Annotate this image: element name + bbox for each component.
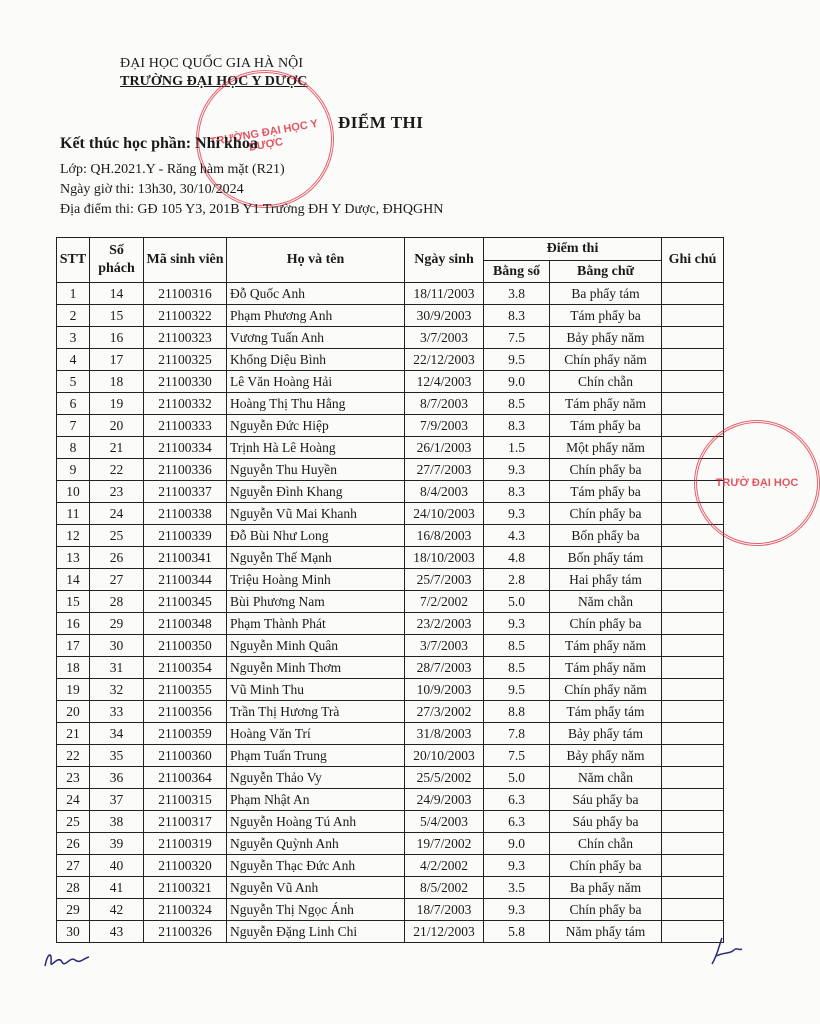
cell-bang-chu: Tám phẩy tám bbox=[550, 701, 662, 723]
cell-bang-so: 8.5 bbox=[484, 393, 550, 415]
header-bang-so: Bằng số bbox=[484, 261, 550, 283]
cell-stt: 22 bbox=[57, 745, 90, 767]
cell-ghi-chu bbox=[662, 547, 724, 569]
cell-ma-sinh-vien: 21100330 bbox=[144, 371, 227, 393]
cell-stt: 5 bbox=[57, 371, 90, 393]
header-stt: STT bbox=[57, 238, 90, 283]
table-header bbox=[57, 238, 724, 283]
table-row bbox=[57, 327, 724, 349]
cell-so-phach: 35 bbox=[90, 745, 144, 767]
cell-so-phach: 32 bbox=[90, 679, 144, 701]
table-row bbox=[57, 811, 724, 833]
cell-bang-chu: Chín chẵn bbox=[550, 833, 662, 855]
cell-ghi-chu bbox=[662, 899, 724, 921]
cell-ghi-chu bbox=[662, 767, 724, 789]
handwritten-initials-left bbox=[42, 948, 92, 977]
table-row bbox=[57, 789, 724, 811]
cell-so-phach: 16 bbox=[90, 327, 144, 349]
cell-ho-va-ten: Nguyễn Đặng Linh Chi bbox=[227, 921, 405, 943]
table-row bbox=[57, 459, 724, 481]
table-row bbox=[57, 833, 724, 855]
cell-ma-sinh-vien: 21100333 bbox=[144, 415, 227, 437]
cell-so-phach: 24 bbox=[90, 503, 144, 525]
table-row bbox=[57, 503, 724, 525]
table-row bbox=[57, 613, 724, 635]
header-ho-va-ten: Họ và tên bbox=[227, 238, 405, 283]
cell-stt: 15 bbox=[57, 591, 90, 613]
cell-ma-sinh-vien: 21100319 bbox=[144, 833, 227, 855]
cell-stt: 1 bbox=[57, 283, 90, 305]
table-row bbox=[57, 921, 724, 943]
cell-ngay-sinh: 27/7/2003 bbox=[405, 459, 484, 481]
cell-ho-va-ten: Nguyễn Thế Mạnh bbox=[227, 547, 405, 569]
cell-bang-chu: Tám phẩy ba bbox=[550, 305, 662, 327]
cell-so-phach: 20 bbox=[90, 415, 144, 437]
cell-bang-chu: Chín phẩy ba bbox=[550, 613, 662, 635]
cell-ma-sinh-vien: 21100338 bbox=[144, 503, 227, 525]
cell-bang-chu: Năm phẩy tám bbox=[550, 921, 662, 943]
document-title: ĐIỂM THI bbox=[338, 113, 424, 132]
cell-ghi-chu bbox=[662, 327, 724, 349]
cell-bang-so: 9.3 bbox=[484, 899, 550, 921]
cell-so-phach: 30 bbox=[90, 635, 144, 657]
cell-ghi-chu bbox=[662, 525, 724, 547]
cell-stt: 25 bbox=[57, 811, 90, 833]
cell-so-phach: 38 bbox=[90, 811, 144, 833]
cell-stt: 16 bbox=[57, 613, 90, 635]
cell-ma-sinh-vien: 21100320 bbox=[144, 855, 227, 877]
grade-table bbox=[56, 237, 724, 943]
cell-so-phach: 27 bbox=[90, 569, 144, 591]
header-so-phach: Số phách bbox=[90, 238, 144, 283]
cell-ma-sinh-vien: 21100324 bbox=[144, 899, 227, 921]
cell-so-phach: 21 bbox=[90, 437, 144, 459]
cell-so-phach: 37 bbox=[90, 789, 144, 811]
cell-so-phach: 39 bbox=[90, 833, 144, 855]
cell-so-phach: 40 bbox=[90, 855, 144, 877]
cell-stt: 29 bbox=[57, 899, 90, 921]
cell-bang-so: 4.8 bbox=[484, 547, 550, 569]
cell-bang-so: 6.3 bbox=[484, 811, 550, 833]
cell-so-phach: 15 bbox=[90, 305, 144, 327]
cell-bang-chu: Hai phẩy tám bbox=[550, 569, 662, 591]
table-row bbox=[57, 745, 724, 767]
cell-ghi-chu bbox=[662, 569, 724, 591]
cell-ho-va-ten: Trịnh Hà Lê Hoàng bbox=[227, 437, 405, 459]
table-row bbox=[57, 393, 724, 415]
cell-stt: 27 bbox=[57, 855, 90, 877]
cell-ghi-chu bbox=[662, 283, 724, 305]
cell-ghi-chu bbox=[662, 305, 724, 327]
cell-bang-so: 6.3 bbox=[484, 789, 550, 811]
cell-ma-sinh-vien: 21100337 bbox=[144, 481, 227, 503]
cell-so-phach: 31 bbox=[90, 657, 144, 679]
cell-bang-chu: Bảy phẩy năm bbox=[550, 327, 662, 349]
cell-stt: 7 bbox=[57, 415, 90, 437]
cell-ho-va-ten: Nguyễn Thảo Vy bbox=[227, 767, 405, 789]
cell-ngay-sinh: 3/7/2003 bbox=[405, 635, 484, 657]
cell-bang-so: 9.5 bbox=[484, 349, 550, 371]
cell-ghi-chu bbox=[662, 371, 724, 393]
cell-ngay-sinh: 24/9/2003 bbox=[405, 789, 484, 811]
cell-ngay-sinh: 8/4/2003 bbox=[405, 481, 484, 503]
cell-ghi-chu bbox=[662, 701, 724, 723]
cell-stt: 8 bbox=[57, 437, 90, 459]
cell-ho-va-ten: Khổng Diệu Bình bbox=[227, 349, 405, 371]
cell-so-phach: 33 bbox=[90, 701, 144, 723]
cell-ho-va-ten: Vũ Minh Thu bbox=[227, 679, 405, 701]
cell-ghi-chu bbox=[662, 635, 724, 657]
cell-ho-va-ten: Hoàng Thị Thu Hằng bbox=[227, 393, 405, 415]
cell-so-phach: 34 bbox=[90, 723, 144, 745]
cell-bang-so: 9.3 bbox=[484, 855, 550, 877]
cell-ghi-chu bbox=[662, 789, 724, 811]
cell-bang-chu: Bảy phẩy tám bbox=[550, 723, 662, 745]
cell-stt: 20 bbox=[57, 701, 90, 723]
cell-ghi-chu bbox=[662, 723, 724, 745]
cell-bang-chu: Chín phẩy ba bbox=[550, 899, 662, 921]
org-name: ĐẠI HỌC QUỐC GIA HÀ NỘI bbox=[120, 56, 304, 71]
cell-so-phach: 41 bbox=[90, 877, 144, 899]
cell-bang-so: 8.3 bbox=[484, 481, 550, 503]
cell-bang-chu: Bốn phẩy tám bbox=[550, 547, 662, 569]
cell-bang-so: 8.5 bbox=[484, 635, 550, 657]
cell-ma-sinh-vien: 21100356 bbox=[144, 701, 227, 723]
cell-ngay-sinh: 31/8/2003 bbox=[405, 723, 484, 745]
cell-so-phach: 18 bbox=[90, 371, 144, 393]
table-row bbox=[57, 349, 724, 371]
cell-bang-chu: Tám phẩy năm bbox=[550, 393, 662, 415]
cell-stt: 12 bbox=[57, 525, 90, 547]
cell-bang-chu: Chín phẩy ba bbox=[550, 459, 662, 481]
cell-ho-va-ten: Nguyễn Vũ Anh bbox=[227, 877, 405, 899]
cell-bang-chu: Sáu phẩy ba bbox=[550, 811, 662, 833]
cell-ho-va-ten: Nguyễn Thị Ngọc Ánh bbox=[227, 899, 405, 921]
cell-ho-va-ten: Vương Tuấn Anh bbox=[227, 327, 405, 349]
table-row bbox=[57, 899, 724, 921]
cell-ghi-chu bbox=[662, 415, 724, 437]
cell-bang-chu: Năm chẵn bbox=[550, 767, 662, 789]
cell-ma-sinh-vien: 21100326 bbox=[144, 921, 227, 943]
cell-ngay-sinh: 28/7/2003 bbox=[405, 657, 484, 679]
cell-bang-so: 5.0 bbox=[484, 767, 550, 789]
cell-ho-va-ten: Lê Văn Hoàng Hải bbox=[227, 371, 405, 393]
cell-ghi-chu bbox=[662, 591, 724, 613]
cell-ngay-sinh: 21/12/2003 bbox=[405, 921, 484, 943]
cell-ngay-sinh: 8/5/2002 bbox=[405, 877, 484, 899]
cell-bang-so: 5.8 bbox=[484, 921, 550, 943]
cell-ho-va-ten: Phạm Phương Anh bbox=[227, 305, 405, 327]
cell-stt: 9 bbox=[57, 459, 90, 481]
cell-stt: 13 bbox=[57, 547, 90, 569]
cell-ma-sinh-vien: 21100325 bbox=[144, 349, 227, 371]
cell-ghi-chu bbox=[662, 393, 724, 415]
cell-ngay-sinh: 5/4/2003 bbox=[405, 811, 484, 833]
cell-ho-va-ten: Đỗ Bùi Như Long bbox=[227, 525, 405, 547]
cell-bang-chu: Tám phẩy ba bbox=[550, 415, 662, 437]
cell-ghi-chu bbox=[662, 613, 724, 635]
cell-bang-so: 3.5 bbox=[484, 877, 550, 899]
cell-bang-chu: Chín phẩy ba bbox=[550, 855, 662, 877]
cell-ho-va-ten: Bùi Phương Nam bbox=[227, 591, 405, 613]
cell-ma-sinh-vien: 21100336 bbox=[144, 459, 227, 481]
cell-so-phach: 25 bbox=[90, 525, 144, 547]
cell-ma-sinh-vien: 21100316 bbox=[144, 283, 227, 305]
cell-bang-chu: Tám phẩy năm bbox=[550, 657, 662, 679]
table-row bbox=[57, 679, 724, 701]
cell-bang-chu: Ba phẩy tám bbox=[550, 283, 662, 305]
table-row bbox=[57, 877, 724, 899]
cell-ma-sinh-vien: 21100322 bbox=[144, 305, 227, 327]
cell-stt: 4 bbox=[57, 349, 90, 371]
cell-ngay-sinh: 7/2/2002 bbox=[405, 591, 484, 613]
cell-bang-chu: Tám phẩy ba bbox=[550, 481, 662, 503]
cell-bang-so: 9.3 bbox=[484, 459, 550, 481]
table-row bbox=[57, 481, 724, 503]
cell-ghi-chu bbox=[662, 481, 724, 503]
cell-ghi-chu bbox=[662, 657, 724, 679]
exam-datetime: Ngày giờ thi: 13h30, 30/10/2024 bbox=[60, 182, 244, 197]
cell-ngay-sinh: 18/11/2003 bbox=[405, 283, 484, 305]
cell-ghi-chu bbox=[662, 459, 724, 481]
cell-ghi-chu bbox=[662, 745, 724, 767]
cell-so-phach: 23 bbox=[90, 481, 144, 503]
cell-ho-va-ten: Đỗ Quốc Anh bbox=[227, 283, 405, 305]
cell-ma-sinh-vien: 21100359 bbox=[144, 723, 227, 745]
cell-ma-sinh-vien: 21100348 bbox=[144, 613, 227, 635]
table-row bbox=[57, 371, 724, 393]
cell-ho-va-ten: Nguyễn Minh Thơm bbox=[227, 657, 405, 679]
cell-bang-chu: Chín phẩy năm bbox=[550, 679, 662, 701]
cell-bang-so: 8.5 bbox=[484, 657, 550, 679]
cell-ma-sinh-vien: 21100334 bbox=[144, 437, 227, 459]
table-row bbox=[57, 547, 724, 569]
cell-ma-sinh-vien: 21100354 bbox=[144, 657, 227, 679]
table-body bbox=[57, 283, 724, 943]
cell-ma-sinh-vien: 21100341 bbox=[144, 547, 227, 569]
table-row bbox=[57, 767, 724, 789]
cell-bang-so: 9.0 bbox=[484, 833, 550, 855]
cell-ngay-sinh: 4/2/2002 bbox=[405, 855, 484, 877]
cell-stt: 30 bbox=[57, 921, 90, 943]
cell-ghi-chu bbox=[662, 679, 724, 701]
cell-ma-sinh-vien: 21100345 bbox=[144, 591, 227, 613]
cell-ngay-sinh: 16/8/2003 bbox=[405, 525, 484, 547]
course-subject: Kết thúc học phần: Nhi khoa bbox=[60, 135, 258, 152]
cell-ngay-sinh: 10/9/2003 bbox=[405, 679, 484, 701]
table-row bbox=[57, 283, 724, 305]
cell-bang-so: 8.3 bbox=[484, 415, 550, 437]
cell-bang-chu: Bảy phẩy năm bbox=[550, 745, 662, 767]
cell-ma-sinh-vien: 21100332 bbox=[144, 393, 227, 415]
cell-ngay-sinh: 23/2/2003 bbox=[405, 613, 484, 635]
cell-so-phach: 43 bbox=[90, 921, 144, 943]
cell-so-phach: 14 bbox=[90, 283, 144, 305]
cell-ngay-sinh: 19/7/2002 bbox=[405, 833, 484, 855]
cell-so-phach: 29 bbox=[90, 613, 144, 635]
cell-ma-sinh-vien: 21100321 bbox=[144, 877, 227, 899]
cell-ghi-chu bbox=[662, 855, 724, 877]
cell-bang-so: 5.0 bbox=[484, 591, 550, 613]
cell-so-phach: 42 bbox=[90, 899, 144, 921]
cell-ghi-chu bbox=[662, 437, 724, 459]
cell-bang-chu: Chín chẵn bbox=[550, 371, 662, 393]
cell-ho-va-ten: Trần Thị Hương Trà bbox=[227, 701, 405, 723]
cell-bang-chu: Sáu phẩy ba bbox=[550, 789, 662, 811]
cell-so-phach: 36 bbox=[90, 767, 144, 789]
cell-bang-chu: Tám phẩy năm bbox=[550, 635, 662, 657]
cell-stt: 23 bbox=[57, 767, 90, 789]
cell-ngay-sinh: 12/4/2003 bbox=[405, 371, 484, 393]
cell-bang-so: 1.5 bbox=[484, 437, 550, 459]
cell-ma-sinh-vien: 21100339 bbox=[144, 525, 227, 547]
cell-bang-so: 7.5 bbox=[484, 327, 550, 349]
cell-ngay-sinh: 3/7/2003 bbox=[405, 327, 484, 349]
cell-bang-so: 8.8 bbox=[484, 701, 550, 723]
cell-bang-so: 4.3 bbox=[484, 525, 550, 547]
cell-stt: 28 bbox=[57, 877, 90, 899]
cell-stt: 11 bbox=[57, 503, 90, 525]
cell-so-phach: 26 bbox=[90, 547, 144, 569]
cell-ngay-sinh: 22/12/2003 bbox=[405, 349, 484, 371]
table-row bbox=[57, 855, 724, 877]
header-ma-sinh-vien: Mã sinh viên bbox=[144, 238, 227, 283]
cell-ngay-sinh: 30/9/2003 bbox=[405, 305, 484, 327]
red-seal-stamp: TRƯỜNG ĐẠI HỌC Y DƯỢC bbox=[185, 59, 345, 219]
cell-ho-va-ten: Nguyễn Thu Huyền bbox=[227, 459, 405, 481]
table-row bbox=[57, 591, 724, 613]
cell-stt: 19 bbox=[57, 679, 90, 701]
cell-ngay-sinh: 8/7/2003 bbox=[405, 393, 484, 415]
cell-stt: 26 bbox=[57, 833, 90, 855]
cell-stt: 14 bbox=[57, 569, 90, 591]
table-row bbox=[57, 701, 724, 723]
cell-so-phach: 28 bbox=[90, 591, 144, 613]
cell-ma-sinh-vien: 21100315 bbox=[144, 789, 227, 811]
cell-ngay-sinh: 25/7/2003 bbox=[405, 569, 484, 591]
red-seal-stamp-partial: TRƯỜ ĐẠI HỌC bbox=[694, 420, 820, 546]
cell-ma-sinh-vien: 21100360 bbox=[144, 745, 227, 767]
cell-bang-so: 3.8 bbox=[484, 283, 550, 305]
cell-bang-chu: Năm chẵn bbox=[550, 591, 662, 613]
cell-ma-sinh-vien: 21100350 bbox=[144, 635, 227, 657]
cell-bang-so: 9.5 bbox=[484, 679, 550, 701]
cell-ho-va-ten: Nguyễn Vũ Mai Khanh bbox=[227, 503, 405, 525]
header-diem-thi: Điểm thi bbox=[484, 238, 662, 261]
cell-ho-va-ten: Nguyễn Thạc Đức Anh bbox=[227, 855, 405, 877]
cell-bang-chu: Một phẩy năm bbox=[550, 437, 662, 459]
table-row bbox=[57, 723, 724, 745]
cell-stt: 3 bbox=[57, 327, 90, 349]
cell-so-phach: 19 bbox=[90, 393, 144, 415]
cell-ghi-chu bbox=[662, 833, 724, 855]
cell-so-phach: 22 bbox=[90, 459, 144, 481]
cell-ho-va-ten: Phạm Thành Phát bbox=[227, 613, 405, 635]
cell-bang-so: 7.8 bbox=[484, 723, 550, 745]
cell-ho-va-ten: Triệu Hoàng Minh bbox=[227, 569, 405, 591]
table-row bbox=[57, 657, 724, 679]
table-row bbox=[57, 525, 724, 547]
cell-bang-chu: Ba phẩy năm bbox=[550, 877, 662, 899]
header-ngay-sinh: Ngày sinh bbox=[405, 238, 484, 283]
table-row bbox=[57, 635, 724, 657]
cell-bang-so: 8.3 bbox=[484, 305, 550, 327]
cell-ghi-chu bbox=[662, 349, 724, 371]
cell-stt: 24 bbox=[57, 789, 90, 811]
cell-stt: 2 bbox=[57, 305, 90, 327]
cell-ghi-chu bbox=[662, 503, 724, 525]
cell-ho-va-ten: Phạm Tuấn Trung bbox=[227, 745, 405, 767]
cell-stt: 21 bbox=[57, 723, 90, 745]
cell-ho-va-ten: Nguyễn Đình Khang bbox=[227, 481, 405, 503]
cell-ngay-sinh: 25/5/2002 bbox=[405, 767, 484, 789]
table-row bbox=[57, 437, 724, 459]
cell-ho-va-ten: Nguyễn Quỳnh Anh bbox=[227, 833, 405, 855]
cell-stt: 6 bbox=[57, 393, 90, 415]
cell-so-phach: 17 bbox=[90, 349, 144, 371]
cell-bang-chu: Chín phẩy ba bbox=[550, 503, 662, 525]
cell-ngay-sinh: 7/9/2003 bbox=[405, 415, 484, 437]
cell-ngay-sinh: 27/3/2002 bbox=[405, 701, 484, 723]
cell-ho-va-ten: Hoàng Văn Trí bbox=[227, 723, 405, 745]
cell-ma-sinh-vien: 21100364 bbox=[144, 767, 227, 789]
cell-ma-sinh-vien: 21100317 bbox=[144, 811, 227, 833]
cell-ngay-sinh: 18/10/2003 bbox=[405, 547, 484, 569]
table-row bbox=[57, 569, 724, 591]
cell-bang-so: 9.3 bbox=[484, 503, 550, 525]
cell-ngay-sinh: 24/10/2003 bbox=[405, 503, 484, 525]
class-info: Lớp: QH.2021.Y - Răng hàm mặt (R21) bbox=[60, 162, 285, 177]
cell-bang-chu: Bốn phẩy ba bbox=[550, 525, 662, 547]
exam-location: Địa điểm thi: GĐ 105 Y3, 201B Y1 Trường ĐH Y Dược, ĐHQGHN bbox=[60, 202, 444, 217]
table-row bbox=[57, 415, 724, 437]
cell-bang-so: 9.3 bbox=[484, 613, 550, 635]
cell-ngay-sinh: 18/7/2003 bbox=[405, 899, 484, 921]
cell-ghi-chu bbox=[662, 877, 724, 899]
cell-ho-va-ten: Phạm Nhật An bbox=[227, 789, 405, 811]
cell-ho-va-ten: Nguyễn Minh Quân bbox=[227, 635, 405, 657]
header-ghi-chu: Ghi chú bbox=[662, 238, 724, 283]
cell-stt: 10 bbox=[57, 481, 90, 503]
cell-stt: 17 bbox=[57, 635, 90, 657]
handwritten-initials-right bbox=[706, 934, 746, 973]
cell-ghi-chu bbox=[662, 811, 724, 833]
cell-ma-sinh-vien: 21100355 bbox=[144, 679, 227, 701]
cell-ngay-sinh: 20/10/2003 bbox=[405, 745, 484, 767]
cell-bang-so: 7.5 bbox=[484, 745, 550, 767]
cell-ho-va-ten: Nguyễn Đức Hiệp bbox=[227, 415, 405, 437]
cell-bang-so: 2.8 bbox=[484, 569, 550, 591]
cell-ma-sinh-vien: 21100323 bbox=[144, 327, 227, 349]
cell-ma-sinh-vien: 21100344 bbox=[144, 569, 227, 591]
school-name: TRƯỜNG ĐẠI HỌC Y DƯỢC bbox=[120, 74, 308, 89]
cell-stt: 18 bbox=[57, 657, 90, 679]
cell-bang-chu: Chín phẩy năm bbox=[550, 349, 662, 371]
cell-bang-so: 9.0 bbox=[484, 371, 550, 393]
table-row bbox=[57, 305, 724, 327]
cell-ngay-sinh: 26/1/2003 bbox=[405, 437, 484, 459]
cell-ho-va-ten: Nguyễn Hoàng Tú Anh bbox=[227, 811, 405, 833]
header-bang-chu: Bằng chữ bbox=[550, 261, 662, 283]
